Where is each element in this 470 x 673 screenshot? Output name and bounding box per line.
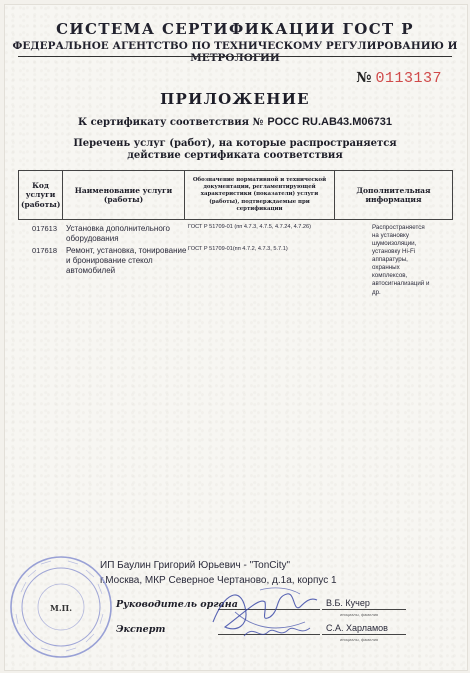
certificate-number: РОСС RU.АВ43.М06731: [267, 116, 392, 128]
header-code: Код услуги (работы): [19, 171, 63, 220]
row-1-doc: ГОСТ Р 51709-01 (пп 4.7.3, 4.7.5, 4.7.24, 4.7.26): [188, 224, 312, 230]
services-table-body: [18, 220, 452, 320]
row-1-code: 017613: [32, 224, 58, 233]
row-1-name: Установка дополнительного оборудования: [66, 224, 170, 243]
row-2-code: 017618: [32, 246, 58, 255]
row-2-name: Ремонт, установка, тонирование и бронирование стекол автомобилей: [66, 246, 187, 275]
certificate-reference: [0, 116, 470, 128]
header-name: Наименование услуги (работы): [63, 171, 185, 220]
agency-name: ФЕДЕРАЛЬНОЕ АГЕНТСТВО ПО ТЕХНИЧЕСКОМУ РЕГУЛИРОВАНИЮ И МЕТРОЛОГИИ: [12, 40, 458, 64]
expert-name: С.А. Харламов: [326, 623, 388, 633]
stamp-label: М.П.: [50, 603, 72, 613]
head-name-caption: инициалы, фамилия: [340, 612, 379, 617]
expert-name-caption: инициалы, фамилия: [340, 637, 379, 642]
subtitle-line-2: действие сертификата соответствия: [127, 150, 343, 161]
head-name-line: [322, 609, 406, 610]
header-info: Дополнительная информация: [335, 171, 453, 220]
head-name: В.Б. Кучер: [326, 598, 370, 608]
issuer-name: ИП Баулин Григорий Юрьевич - "TonCity": [100, 560, 291, 571]
expert-role: Эксперт: [116, 624, 166, 635]
additional-info: Распространяется на установку шумоизоляции, установку Hi-Fi аппаратуры, охранных комплексов, автосигнализаций и др.: [372, 224, 430, 296]
form-number-label: №: [356, 70, 372, 86]
subtitle-line-1: Перечень услуг (работ), на которые распространяется: [73, 138, 397, 149]
services-table-header: [18, 170, 453, 220]
document-title: ПРИЛОЖЕНИЕ: [160, 90, 310, 108]
form-number-value: 0113137: [375, 70, 442, 87]
system-title: СИСТЕМА СЕРТИФИКАЦИИ ГОСТ Р: [56, 20, 414, 38]
certificate-label: К сертификату соответствия №: [78, 117, 264, 128]
header-doc: Обозначение нормативной и технической документации, регламентирующей характеристики (показатели) услуги (работы), подтверждаемые при сертификации: [185, 171, 335, 220]
signature-expert: [240, 620, 320, 644]
expert-name-line: [322, 634, 406, 635]
form-number: [356, 70, 442, 87]
head-role: Руководитель органа: [116, 599, 238, 610]
row-2-doc: ГОСТ Р 51709-01(пп 4.7.2, 4.7.3, 5.7.1): [188, 246, 288, 252]
issuer-address: г.Москва, МКР Северное Чертаново, д.1а, корпус 1: [100, 575, 337, 586]
header-rule: [18, 56, 452, 57]
